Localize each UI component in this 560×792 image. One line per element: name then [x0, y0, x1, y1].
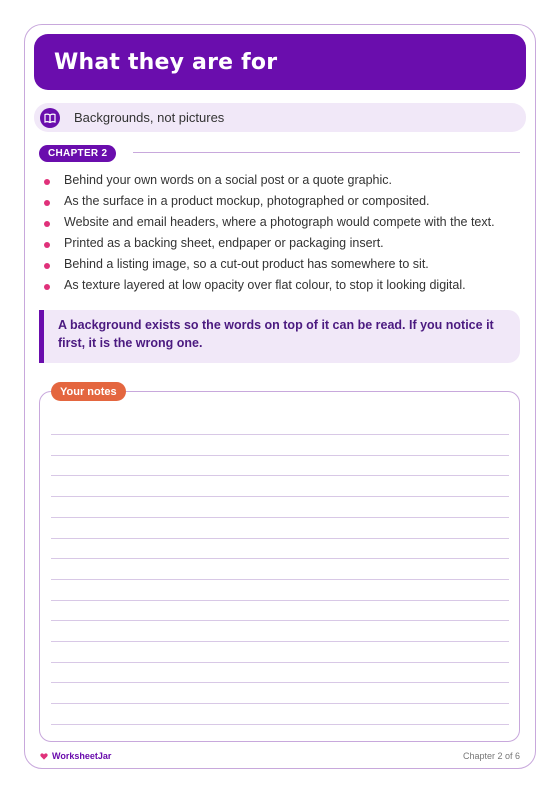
bullet-dot-icon	[44, 221, 50, 227]
list-item-text: Website and email headers, where a photograph would compete with the text.	[64, 215, 495, 229]
list-item-text: As the surface in a product mockup, photographed or composited.	[64, 194, 430, 208]
list-item-text: Behind your own words on a social post or a quote graphic.	[64, 173, 392, 187]
note-rule-line	[51, 558, 509, 559]
notes-area[interactable]	[39, 391, 520, 742]
note-rule-line	[51, 662, 509, 663]
bullet-dot-icon	[44, 284, 50, 290]
brand-name: WorksheetJar	[52, 751, 112, 761]
bullet-dot-icon	[44, 179, 50, 185]
chapter-badge: CHAPTER 2	[39, 145, 116, 162]
bullet-dot-icon	[44, 242, 50, 248]
list-item	[44, 212, 495, 233]
list-item	[44, 254, 495, 275]
note-rule-line	[51, 538, 509, 539]
list-item-text: As texture layered at low opacity over flat colour, to stop it looking digital.	[64, 278, 466, 292]
note-rule-line	[51, 600, 509, 601]
callout-box	[39, 310, 520, 363]
note-rule-line	[51, 682, 509, 683]
note-rule-line	[51, 641, 509, 642]
note-rule-line	[51, 517, 509, 518]
note-rule-line	[51, 579, 509, 580]
bullet-dot-icon	[44, 263, 50, 269]
notes-label: Your notes	[51, 382, 126, 401]
list-item-text: Behind a listing image, so a cut-out product has somewhere to sit.	[64, 257, 429, 271]
note-rule-line	[51, 455, 509, 456]
list-item	[44, 233, 495, 254]
page-number: Chapter 2 of 6	[462, 751, 520, 761]
page-title: What they are for	[54, 49, 278, 75]
bullet-dot-icon	[44, 200, 50, 206]
list-item	[44, 275, 495, 296]
note-rule-line	[51, 434, 509, 435]
note-rule-line	[51, 496, 509, 497]
list-item-text: Printed as a backing sheet, endpaper or packaging insert.	[64, 236, 384, 250]
list-item	[44, 191, 495, 212]
bullet-list	[44, 170, 495, 296]
callout-text: A background exists so the words on top of it can be read. If you notice it first, it is the wrong one.	[58, 318, 494, 350]
note-rule-line	[51, 620, 509, 621]
list-item	[44, 170, 495, 191]
header-banner	[34, 34, 526, 90]
book-icon	[40, 108, 60, 128]
subtitle-text: Backgrounds, not pictures	[74, 110, 225, 125]
footer-brand	[40, 751, 111, 761]
heart-icon	[40, 753, 48, 760]
chapter-divider	[133, 152, 520, 153]
note-rule-line	[51, 703, 509, 704]
subtitle-bar	[34, 103, 526, 132]
note-rule-line	[51, 724, 509, 725]
note-rule-line	[51, 475, 509, 476]
